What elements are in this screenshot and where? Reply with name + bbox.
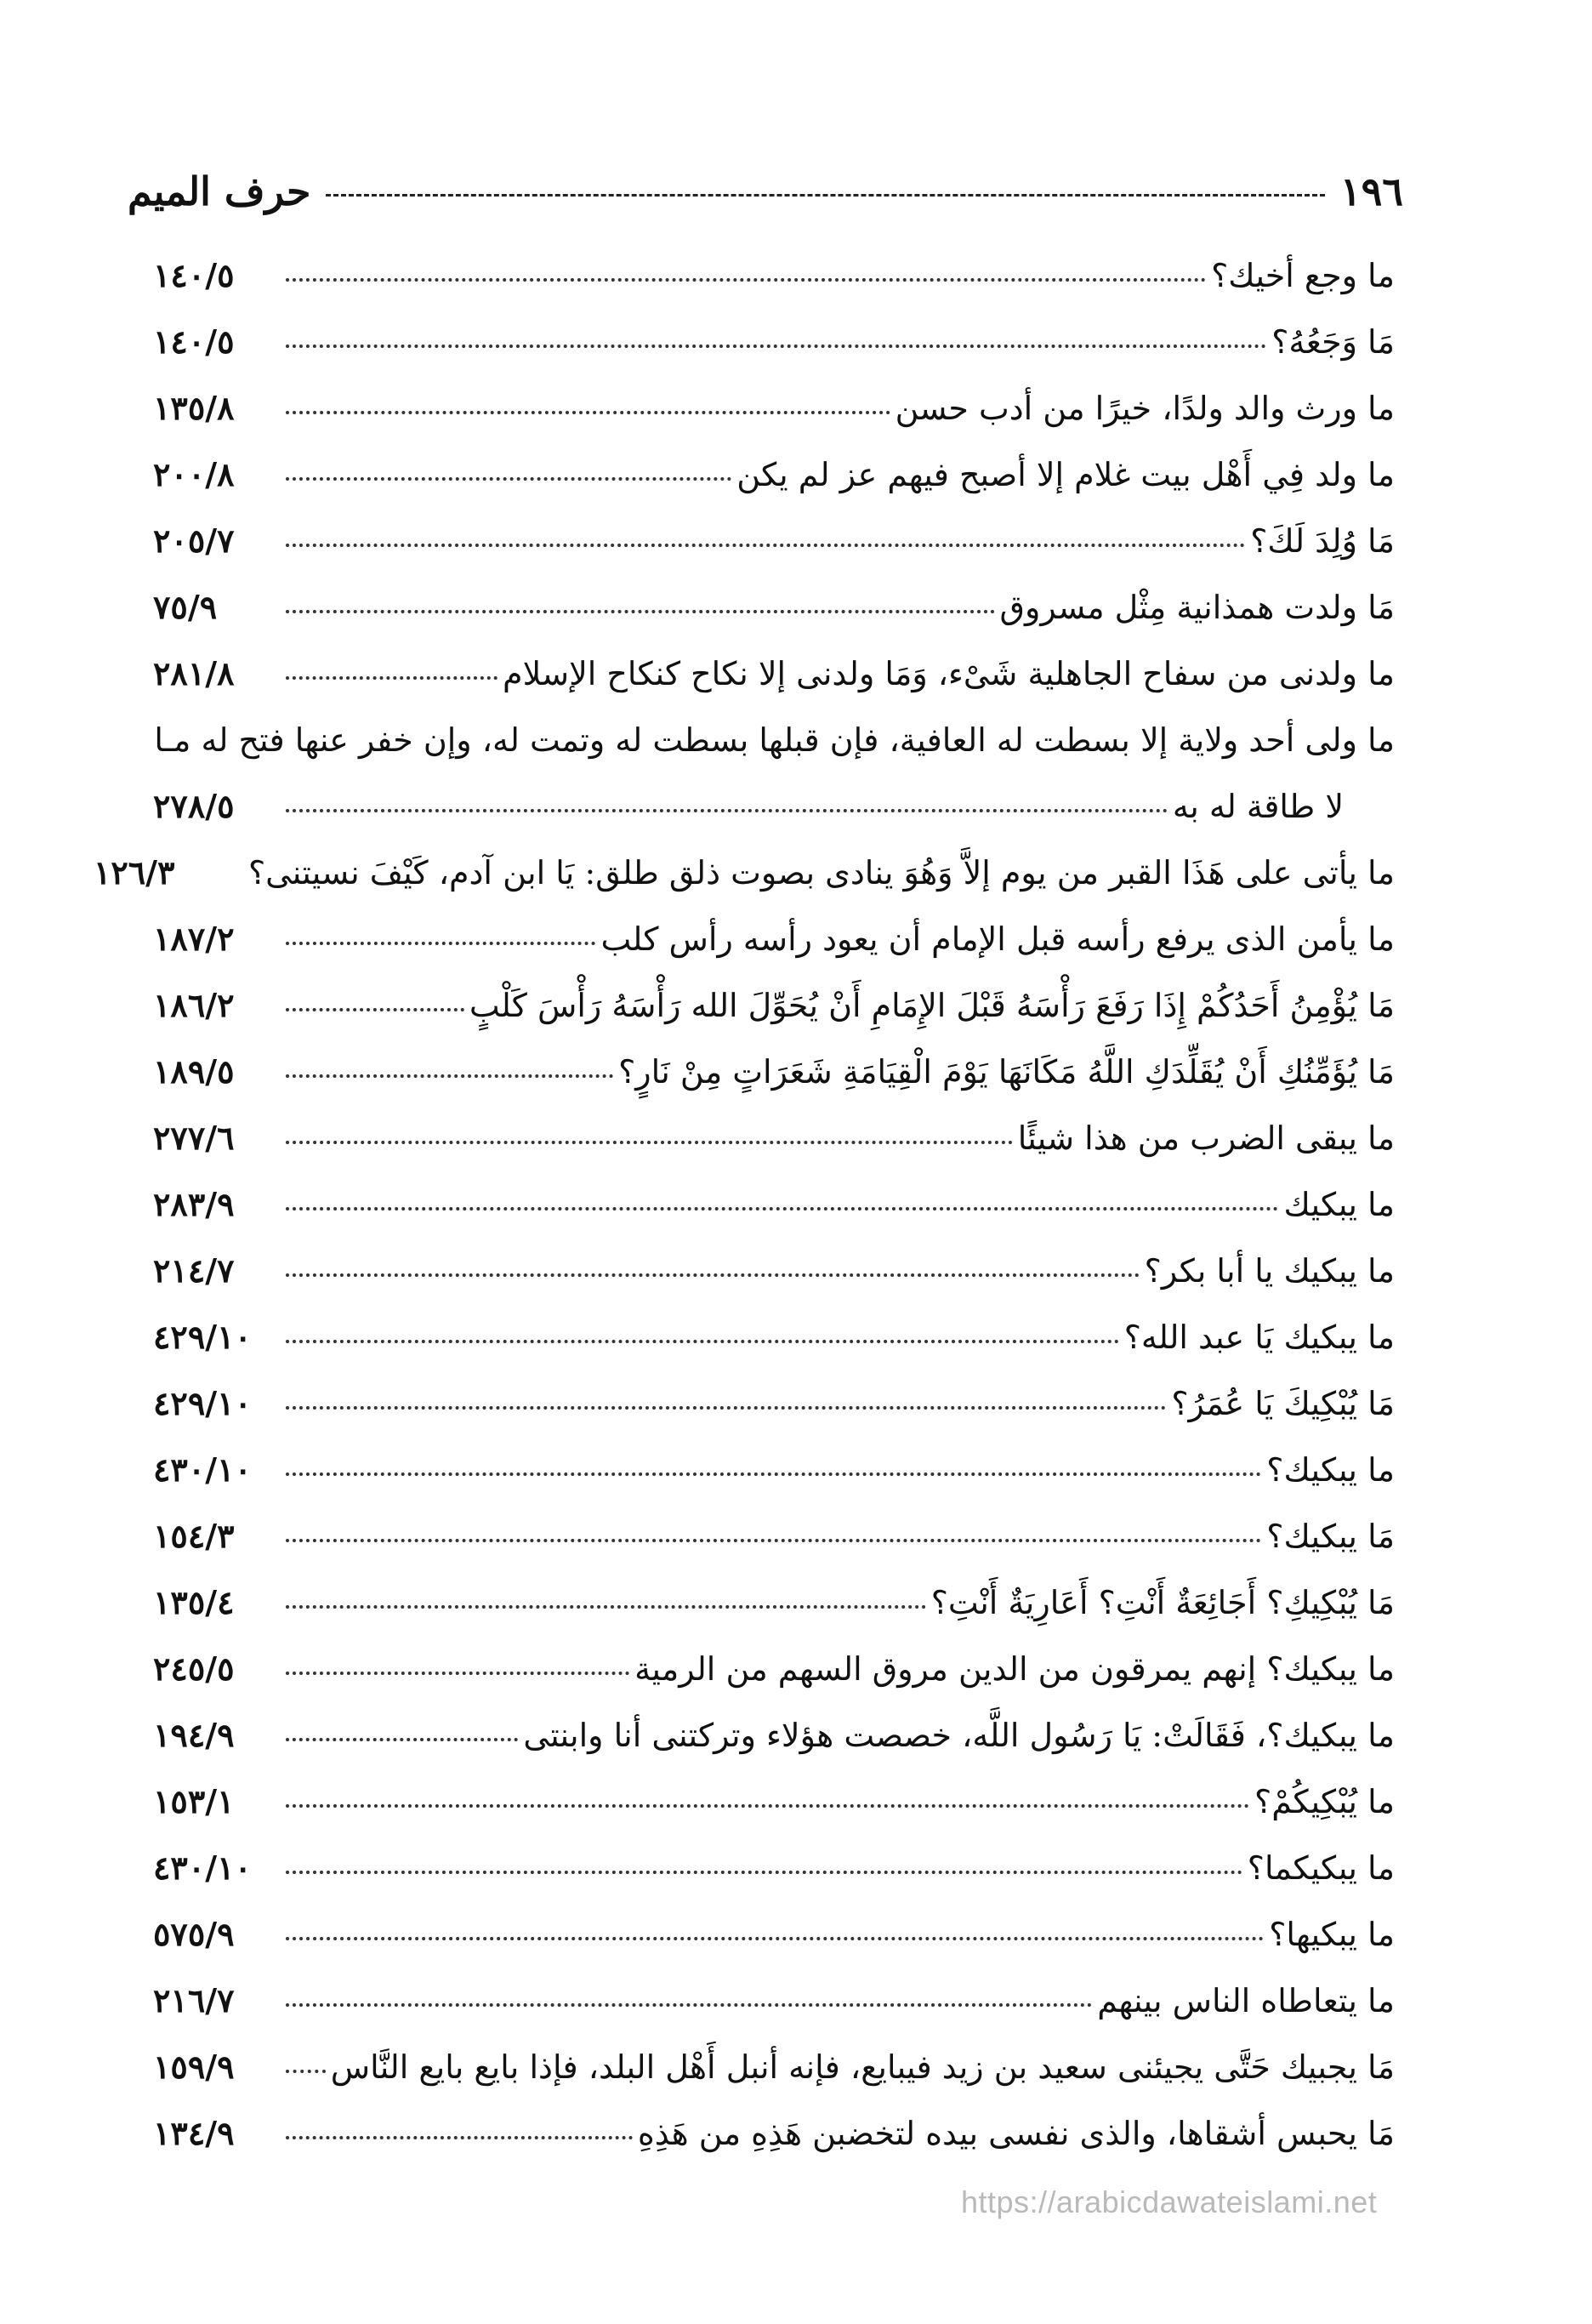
- leader-dots: [286, 1738, 518, 1741]
- entry-reference: ١٥٩/٩: [153, 2048, 235, 2086]
- entry-text: مَا يُؤْمِنُ أَحَدُكُمْ إِذَا رَفَعَ رَأْسَهُ قَبْلَ الإِمَامِ أَنْ يُحَوِّلَ الله رَأْسَهُ رَأْسَ كَلْبٍ: [469, 987, 1395, 1024]
- index-entry: [153, 2100, 1395, 2167]
- leader-dots: [286, 942, 595, 945]
- entry-reference: ٤٣٠/١٠: [153, 1450, 252, 1489]
- index-entry: [153, 906, 1395, 972]
- entry-reference: ٢٠٠/٨: [153, 455, 235, 493]
- leader-dots: [286, 2136, 633, 2139]
- index-entry: [153, 1171, 1395, 1238]
- header-rule: [326, 194, 1324, 197]
- entry-reference: ١٨٧/٢: [153, 920, 235, 958]
- entry-text: ما يأتى على هَذَا القبر من يوم إلاَّ وَهُوَ ينادى بصوت ذلق طلق: يَا ابن آدم، كَيْفَ نسيتنى؟: [247, 854, 1395, 891]
- entry-reference: ١٩٤/٩: [153, 1716, 235, 1754]
- page-number: ١٩٦: [1339, 168, 1403, 214]
- entry-text: ما يبكيكما؟: [1247, 1849, 1395, 1887]
- entry-reference: ٢٤٥/٥: [153, 1649, 235, 1688]
- entry-text: مَا يحبس أشقاها، والذى نفسى بيده لتخضبن هَذِهِ من هَذِهِ: [637, 2115, 1395, 2152]
- entry-reference: ٢١٤/٧: [153, 1251, 235, 1290]
- leader-dots: [286, 1937, 1264, 1940]
- entry-text: لا طاقة له به: [1172, 788, 1344, 825]
- entry-reference: ١٣٥/٤: [153, 1583, 235, 1621]
- leader-dots: [286, 477, 731, 481]
- entry-text: مَا يجبيك حَتَّى يجيئنى سعيد بن زيد فيبايع، فإنه أنبل أَهْل البلد، فإذا بايع بايع النَّاس: [330, 2048, 1395, 2086]
- index-entry: [153, 1569, 1395, 1636]
- index-entry: [153, 972, 1395, 1039]
- entry-reference: ٤٢٩/١٠: [153, 1384, 252, 1422]
- index-entry: [153, 1636, 1395, 1702]
- entry-reference: ٢١٦/٧: [153, 1981, 235, 2019]
- entry-reference: ١٣٥/٨: [153, 389, 235, 427]
- index-entry: [153, 773, 1395, 840]
- leader-dots: [286, 610, 995, 613]
- entry-reference: ١٥٣/١: [153, 1782, 235, 1820]
- entry-reference: ٢٠٥/٧: [153, 521, 235, 560]
- entry-reference: ٢٧٨/٥: [153, 787, 235, 825]
- leader-dots: [286, 1539, 1261, 1542]
- entry-text: ما وجع أخيك؟: [1211, 257, 1395, 294]
- entry-text: ما يبكيك؟ إنهم يمرقون من الدين مروق السهم من الرمية: [634, 1650, 1395, 1688]
- entry-text: ما يبكيك يَا عبد الله؟: [1123, 1319, 1395, 1356]
- index-entry: [153, 1437, 1395, 1503]
- leader-dots: [286, 345, 1266, 348]
- index-entry: [153, 1702, 1395, 1769]
- entry-text: مَا وَجَعُهُ؟: [1271, 323, 1395, 361]
- entry-text: مَا يُؤَمِّنُكِ أَنْ يُقَلِّدَكِ اللَّهُ مَكَانَهَا يَوْمَ الْقِيَامَةِ شَعَرَاتٍ مِنْ نَارٍ؟: [618, 1053, 1395, 1091]
- entry-reference: ١٥٤/٣: [153, 1517, 235, 1555]
- index-list: [93, 242, 1395, 2167]
- entry-text: ما يبكيها؟: [1269, 1916, 1395, 1953]
- index-entry: [153, 707, 1395, 773]
- index-entry: [153, 309, 1395, 375]
- leader-dots: [286, 1605, 926, 1609]
- index-entry: [153, 242, 1395, 309]
- index-entry: [153, 1769, 1395, 1835]
- entry-reference: ١٤٠/٥: [153, 322, 235, 361]
- entry-text: مَا يُبْكِيكَ يَا عُمَرُ؟: [1171, 1385, 1395, 1422]
- index-entry: [153, 574, 1395, 641]
- entry-text: ما يُبْكِيكُمْ؟: [1254, 1783, 1395, 1820]
- leader-dots: [286, 1871, 1242, 1874]
- leader-dots: [286, 676, 498, 680]
- index-entry: [153, 375, 1395, 441]
- index-entry: [153, 441, 1395, 508]
- index-entry: [153, 1039, 1395, 1105]
- leader-dots: [286, 1273, 1140, 1277]
- leader-dots: [286, 1672, 629, 1675]
- leader-dots: [286, 544, 1245, 547]
- leader-dots: [286, 2070, 326, 2073]
- entry-text: ما ورث والد ولدًا، خيرًا من أدب حسن: [895, 390, 1395, 427]
- page-header: [128, 162, 1403, 221]
- entry-reference: ١٤٠/٥: [153, 256, 235, 294]
- entry-text: مَا وُلِدَ لَكَ؟: [1250, 522, 1395, 560]
- leader-dots: [286, 1074, 613, 1078]
- entry-text: ما يبكيك: [1283, 1186, 1395, 1223]
- entry-reference: ١٢٦/٣: [93, 853, 175, 891]
- index-entry: [153, 1835, 1395, 1901]
- index-entry: [153, 1304, 1395, 1370]
- index-entry: [153, 1370, 1395, 1437]
- leader-dots: [286, 1340, 1119, 1343]
- entry-text: ما يتعاطاه الناس بينهم: [1097, 1982, 1395, 2019]
- leader-dots: [286, 1207, 1278, 1210]
- index-entry: [153, 1503, 1395, 1569]
- leader-dots: [286, 2003, 1092, 2007]
- index-entry: [153, 1238, 1395, 1304]
- leader-dots: [286, 1008, 464, 1011]
- watermark: https://arabicdawateislami.net: [961, 2184, 1378, 2219]
- entry-reference: ٤٢٩/١٠: [153, 1318, 252, 1356]
- entry-text: مَا يبكيك؟: [1266, 1518, 1395, 1555]
- index-entry: [153, 1105, 1395, 1171]
- entry-reference: ١٣٤/٩: [153, 2114, 235, 2152]
- entry-reference: ١٨٩/٥: [153, 1052, 235, 1091]
- entry-text: ما ولد فِي أَهْل بيت غلام إلا أصبح فيهم عز لم يكن: [736, 456, 1395, 493]
- leader-dots: [286, 1804, 1249, 1808]
- entry-text: ما يبكيك؟: [1266, 1451, 1395, 1489]
- entry-text: ما يأمن الذى يرفع رأسه قبل الإمام أن يعود رأسه رأس كلب: [600, 920, 1395, 958]
- index-entry: [153, 2034, 1395, 2100]
- entry-reference: ١٨٦/٢: [153, 986, 235, 1024]
- entry-reference: ٤٣٠/١٠: [153, 1848, 252, 1887]
- index-entry: [153, 1968, 1395, 2034]
- leader-dots: [286, 809, 1168, 812]
- entry-text: ما يبقى الضرب من هذا شيئًا: [1017, 1119, 1395, 1157]
- index-entry: [153, 641, 1395, 707]
- entry-reference: ٢٨١/٨: [153, 654, 235, 692]
- index-entry: [153, 508, 1395, 574]
- leader-dots: [286, 1472, 1261, 1476]
- entry-text: مَا ولدت همذانية مِثْل مسروق: [999, 589, 1395, 626]
- leader-dots: [286, 1141, 1013, 1144]
- entry-text: ما يبكيك؟، فَقَالَتْ: يَا رَسُول اللَّه، خصصت هؤلاء وتركتنى أنا وابنتى: [523, 1717, 1395, 1754]
- entry-reference: ٥٧٥/٩: [153, 1915, 235, 1953]
- index-entry: [153, 1901, 1395, 1968]
- page-title: حرف الميم: [128, 168, 311, 214]
- leader-dots: [286, 1406, 1166, 1410]
- entry-reference: ٢٨٣/٩: [153, 1185, 235, 1223]
- entry-text: ما ولى أحد ولاية إلا بسطت له العافية، فإن قبلها بسطت له وتمت له، وإن خفر عنها فتح له مـا: [154, 721, 1395, 759]
- index-entry: [93, 840, 1395, 906]
- entry-text: مَا يُبْكِيكِ؟ أَجَائِعَةٌ أَنْتِ؟ أَعَارِيَةٌ أَنْتِ؟: [930, 1584, 1395, 1621]
- leader-dots: [286, 278, 1206, 282]
- leader-dots: [286, 411, 890, 414]
- entry-text: ما ولدنى من سفاح الجاهلية شَىْء، وَمَا ولدنى إلا نكاح كنكاح الإسلام: [503, 655, 1395, 692]
- entry-text: ما يبكيك يا أبا بكر؟: [1144, 1252, 1395, 1290]
- entry-reference: ٢٧٧/٦: [153, 1119, 235, 1157]
- entry-reference: ٧٥/٩: [153, 588, 218, 626]
